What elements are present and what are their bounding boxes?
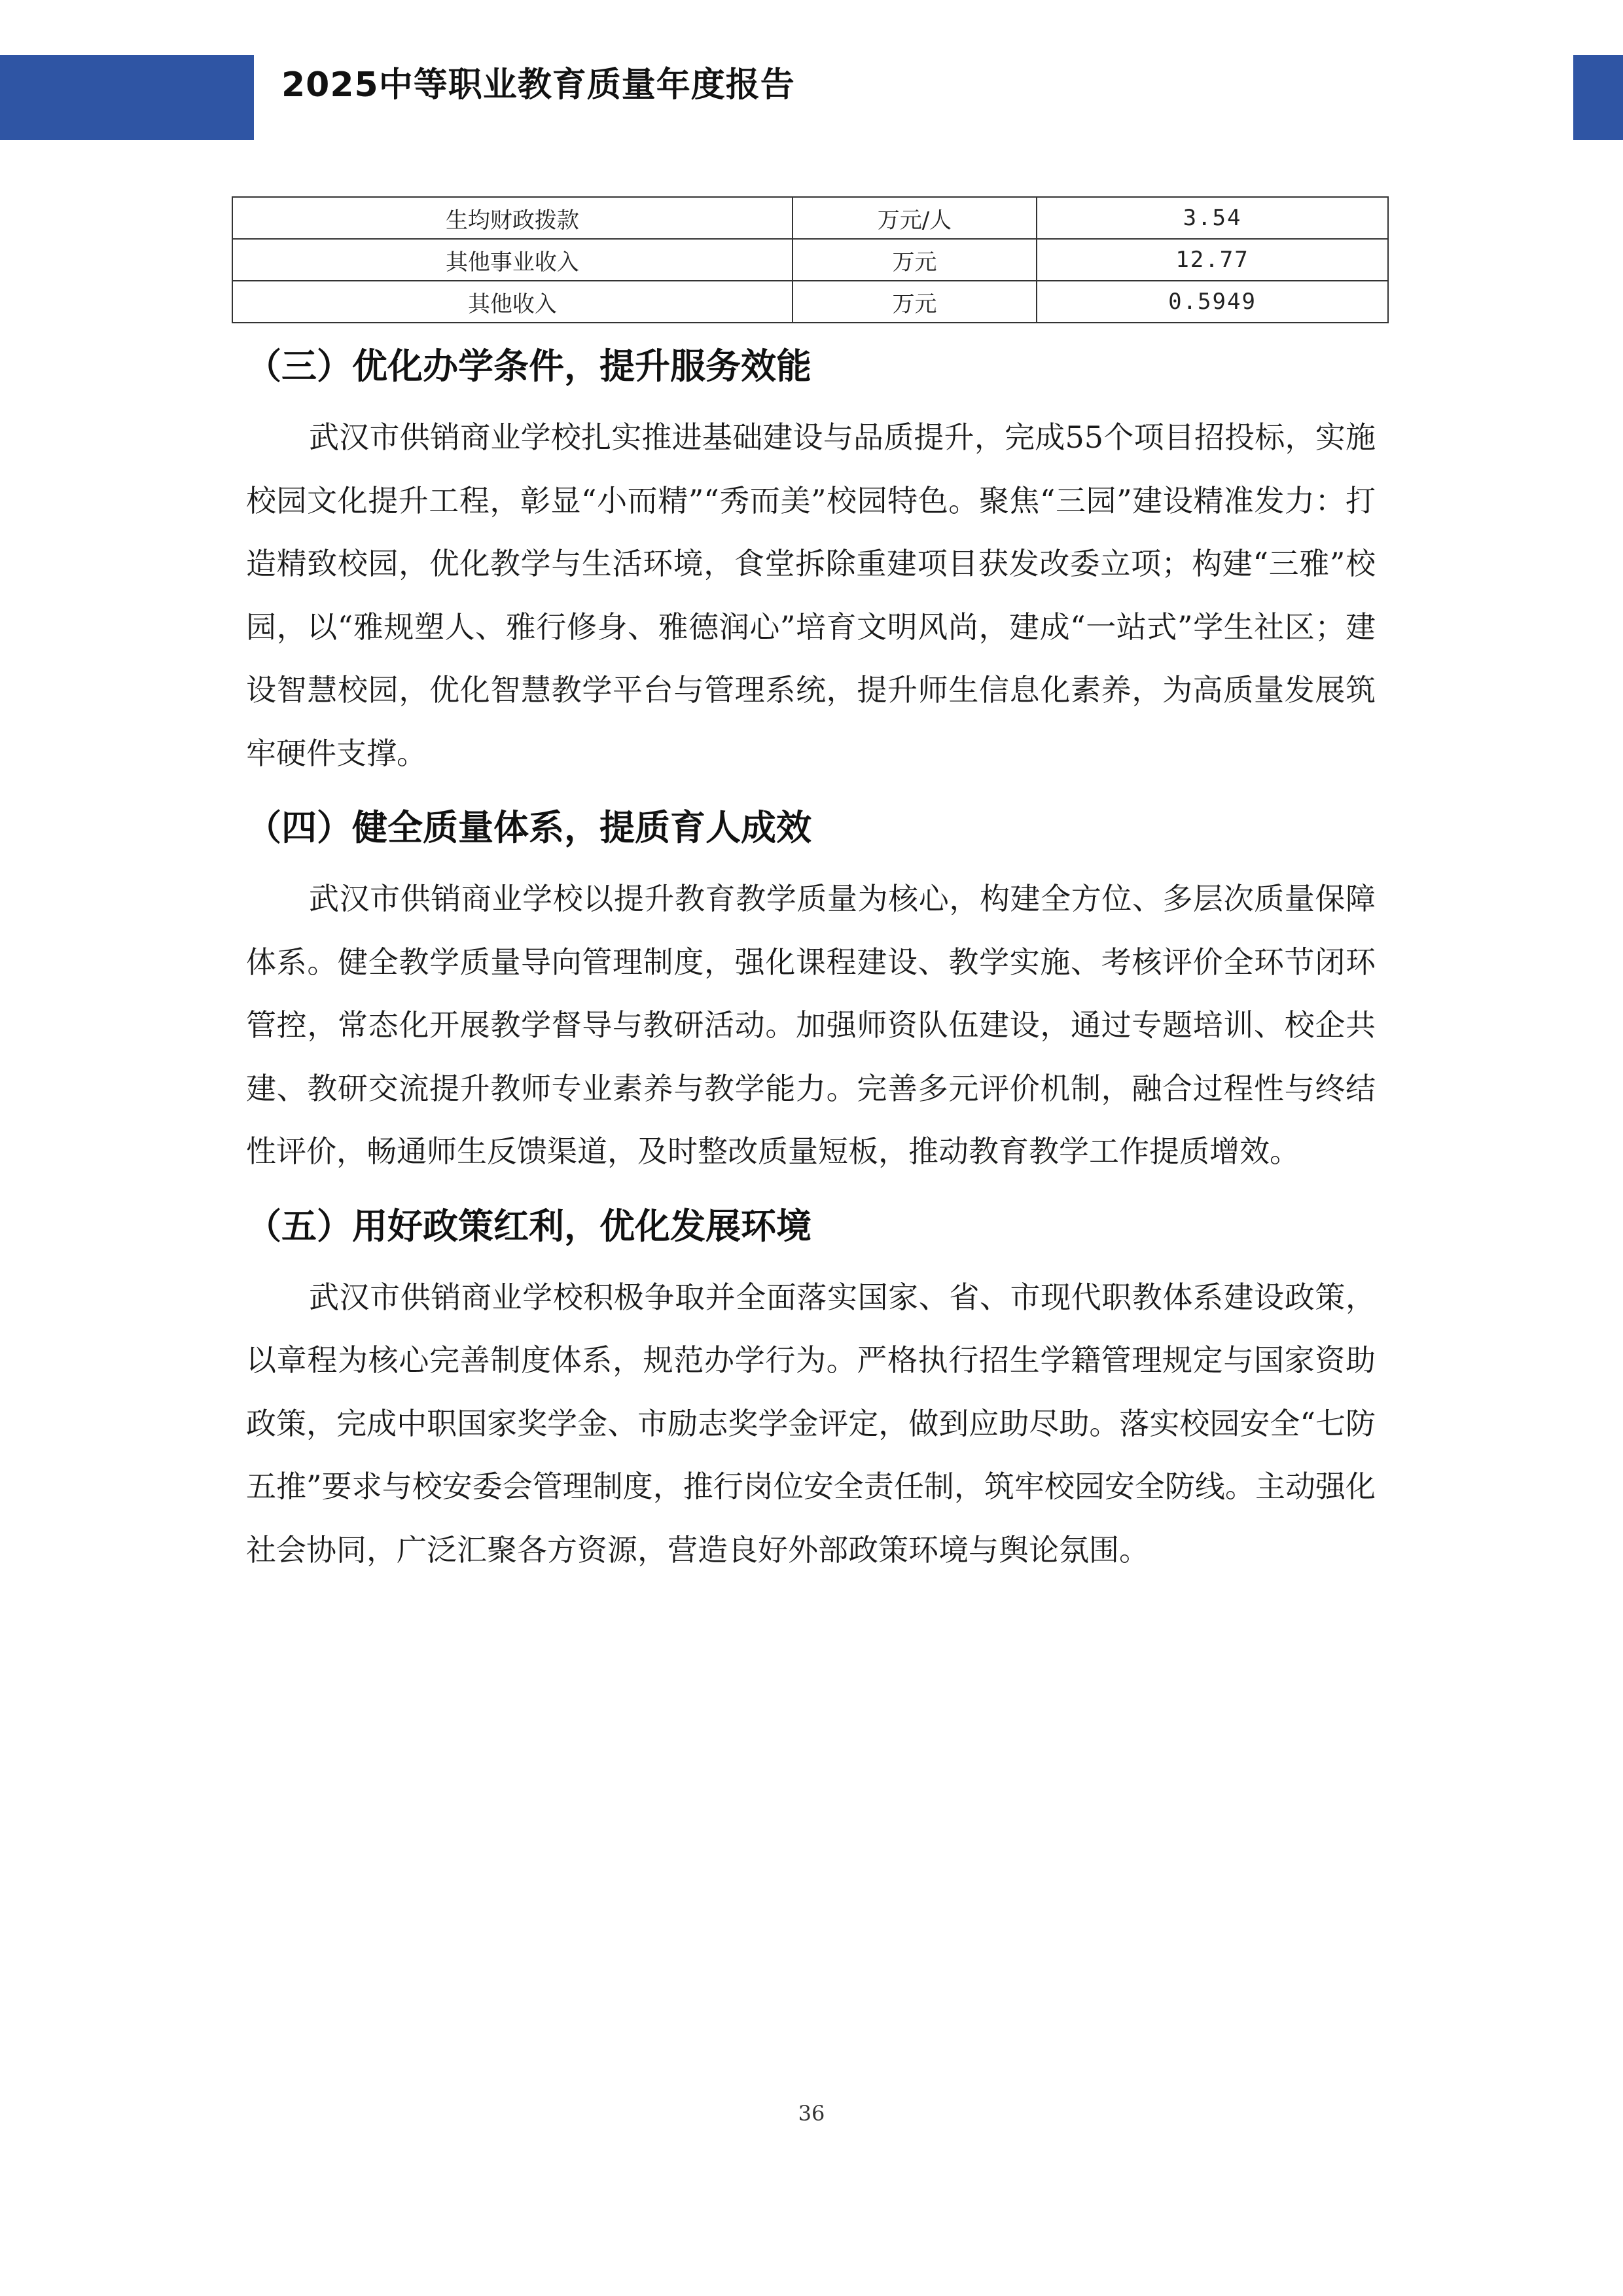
section-heading: （三）优化办学条件，提升服务效能 xyxy=(246,346,812,387)
section-heading: （五）用好政策红利，优化发展环境 xyxy=(246,1205,812,1247)
table-cell-unit: 万元 xyxy=(793,239,1037,281)
funding-table xyxy=(232,196,1389,323)
header-accent-bar-right xyxy=(1573,55,1623,140)
table-cell-item: 其他收入 xyxy=(232,281,793,323)
table-cell-item: 生均财政拨款 xyxy=(232,197,793,239)
table-cell-item: 其他事业收入 xyxy=(232,239,793,281)
section-paragraph: 武汉市供销商业学校以提升教育教学质量为核心，构建全方位、多层次质量保障体系。健全教学质量导向管理制度，强化课程建设、教学实施、考核评价全环节闭环管控，常态化开展教学督导与教研活动。加强师资队伍建设，通过专题培训、校企共建、教研交流提升教师专业素养与教学能力。完善多元评价机制，融合过程性与终结性评价，畅通师生反馈渠道，及时整改质量短板，推动教育教学工作提质增效。 xyxy=(246,881,1376,1169)
section-policy-environment xyxy=(246,1195,1376,1582)
page-number: 36 xyxy=(798,2101,825,2126)
table-cell-unit: 万元/人 xyxy=(793,197,1037,239)
section-optimize-conditions xyxy=(246,335,1376,785)
section-paragraph: 武汉市供销商业学校扎实推进基础建设与品质提升，完成55个项目招投标，实施校园文化提升工程，彰显“小而精”“秀而美”校园特色。聚焦“三园”建设精准发力：打造精致校园，优化教学与生活环境，食堂拆除重建项目获发改委立项；构建“三雅”校园，以“雅规塑人、雅行修身、雅德润心”培育文明风尚，建成“一站式”学生社区；建设智慧校园，优化智慧教学平台与管理系统，提升师生信息化素养，为高质量发展筑牢硬件支撑。 xyxy=(246,420,1376,771)
table-row xyxy=(232,239,1388,281)
section-quality-system xyxy=(246,797,1376,1183)
table-row xyxy=(232,197,1388,239)
table-cell-value: 0.5949 xyxy=(1037,281,1388,323)
table-cell-value: 3.54 xyxy=(1037,197,1388,239)
report-title: 2025中等职业教育质量年度报告 xyxy=(281,65,795,105)
section-heading: （四）健全质量体系，提质育人成效 xyxy=(246,807,812,848)
report-body xyxy=(246,335,1376,1593)
table-row xyxy=(232,281,1388,323)
table-cell-value: 12.77 xyxy=(1037,239,1388,281)
table-cell-unit: 万元 xyxy=(793,281,1037,323)
header-accent-bar-left xyxy=(0,55,254,140)
section-paragraph: 武汉市供销商业学校积极争取并全面落实国家、省、市现代职教体系建设政策，以章程为核心完善制度体系，规范办学行为。严格执行招生学籍管理规定与国家资助政策，完成中职国家奖学金、市励志奖学金评定，做到应助尽助。落实校园安全“七防五推”要求与校安委会管理制度，推行岗位安全责任制，筑牢校园安全防线。主动强化社会协同，广泛汇聚各方资源，营造良好外部政策环境与舆论氛围。 xyxy=(246,1279,1376,1568)
